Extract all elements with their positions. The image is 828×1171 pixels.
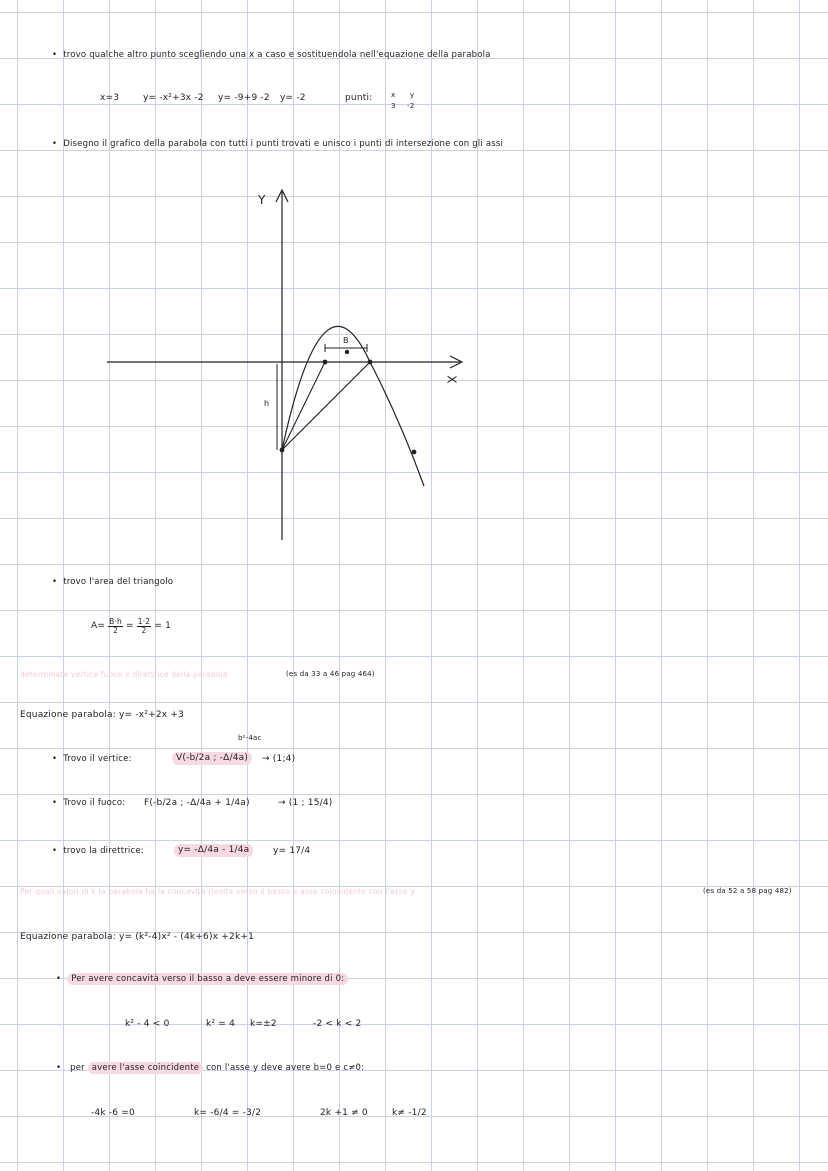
area-formula	[91, 618, 171, 635]
base-label: B	[343, 336, 349, 345]
x-axis-label: X	[444, 375, 459, 384]
calc-y3: y= -2	[280, 93, 306, 103]
points-y-val: -2	[407, 102, 415, 110]
exercise2-equation: Equazione parabola: y= (k²-4)x² - (4k+6)x +2k+1	[20, 932, 255, 942]
cond1-step-a: k² - 4 < 0	[125, 1019, 170, 1029]
cond2-step-d: k≠ -1/2	[392, 1108, 427, 1118]
focus-formula: F(-b/2a ; -Δ/4a + 1/4a)	[144, 798, 250, 808]
cond2-step-a: -4k -6 =0	[91, 1108, 135, 1118]
focus-result: → (1 ; 15/4)	[278, 798, 333, 808]
points-label: punti:	[345, 93, 373, 103]
directrix-result: y= 17/4	[273, 846, 311, 856]
exercise1-heading: determinate vertice fuoco e direttrice della parabola	[20, 670, 228, 679]
area-result: = 1	[154, 621, 172, 631]
point-root-2	[368, 360, 373, 365]
condition-concavity: • Per avere concavità verso il basso a deve essere minore di 0:	[56, 974, 348, 985]
point-root-1	[323, 360, 328, 365]
directrix-formula: y= -Δ/4a - 1/4a	[174, 844, 253, 857]
exercise2-heading: Per quali valori di k la parabola ha la concavità rivolta verso il basso e asse coincidente con l'asse y	[20, 887, 415, 896]
exercise2-ref: (es da 52 a 58 pag 482)	[703, 887, 792, 895]
cond1-step-d: -2 < k < 2	[313, 1019, 362, 1029]
exercise1-ref: (es da 33 a 46 pag 464)	[286, 670, 375, 678]
focus-label: • Trovo il fuoco:	[52, 798, 125, 809]
point-y-intercept	[280, 448, 285, 453]
point-vertex	[345, 350, 349, 354]
condition-axis: • per avere l'asse coincidente con l'asse y deve avere b=0 e c≠0:	[56, 1063, 364, 1074]
step-find-point: • trovo qualche altro punto scegliendo una x a caso e sostituendola nell'equazione della parabola	[52, 50, 491, 61]
calc-x: x=3	[100, 93, 120, 103]
triangle-side-right	[282, 362, 370, 450]
area-eq: =	[126, 621, 134, 631]
height-label: h	[264, 399, 270, 408]
cond1-step-c: k=±2	[250, 1019, 277, 1029]
vertex-result: → (1;4)	[262, 754, 296, 764]
condition-axis-highlight: avere l'asse coincidente	[88, 1062, 203, 1074]
area-frac-2: $\frac{1\cdot 2}{2}$	[137, 617, 151, 635]
calc-y1: y= -x²+3x -2	[143, 93, 204, 103]
y-axis-label: Y	[258, 193, 266, 207]
calc-y2: y= -9+9 -2	[218, 93, 270, 103]
points-x-head: x	[391, 91, 396, 99]
area-frac-1: $\frac{B\cdot h}{2}$	[109, 617, 122, 635]
delta-note: b²-4ac	[238, 734, 262, 742]
vertex-label: • Trovo il vertice:	[52, 754, 132, 765]
point-extra	[412, 450, 417, 455]
step-area: • trovo l'area del triangolo	[52, 577, 173, 588]
points-x-val: 3	[391, 102, 396, 110]
cond1-step-b: k² = 4	[206, 1019, 236, 1029]
cond2-step-b: k= -6/4 = -3/2	[194, 1108, 262, 1118]
step-draw-graph: • Disegno il grafico della parabola con tutti i punti trovati e unisco i punti di intersezione con gli assi	[52, 139, 503, 150]
triangle-side-left	[282, 362, 325, 450]
vertex-formula: V(-b/2a ; -Δ/4a)	[172, 752, 252, 765]
exercise1-equation: Equazione parabola: y= -x²+2x +3	[20, 710, 185, 720]
cond2-step-c: 2k +1 ≠ 0	[320, 1108, 368, 1118]
directrix-label: • trovo la direttrice:	[52, 846, 144, 857]
points-y-head: y	[410, 91, 415, 99]
area-lhs: A=	[91, 621, 106, 631]
